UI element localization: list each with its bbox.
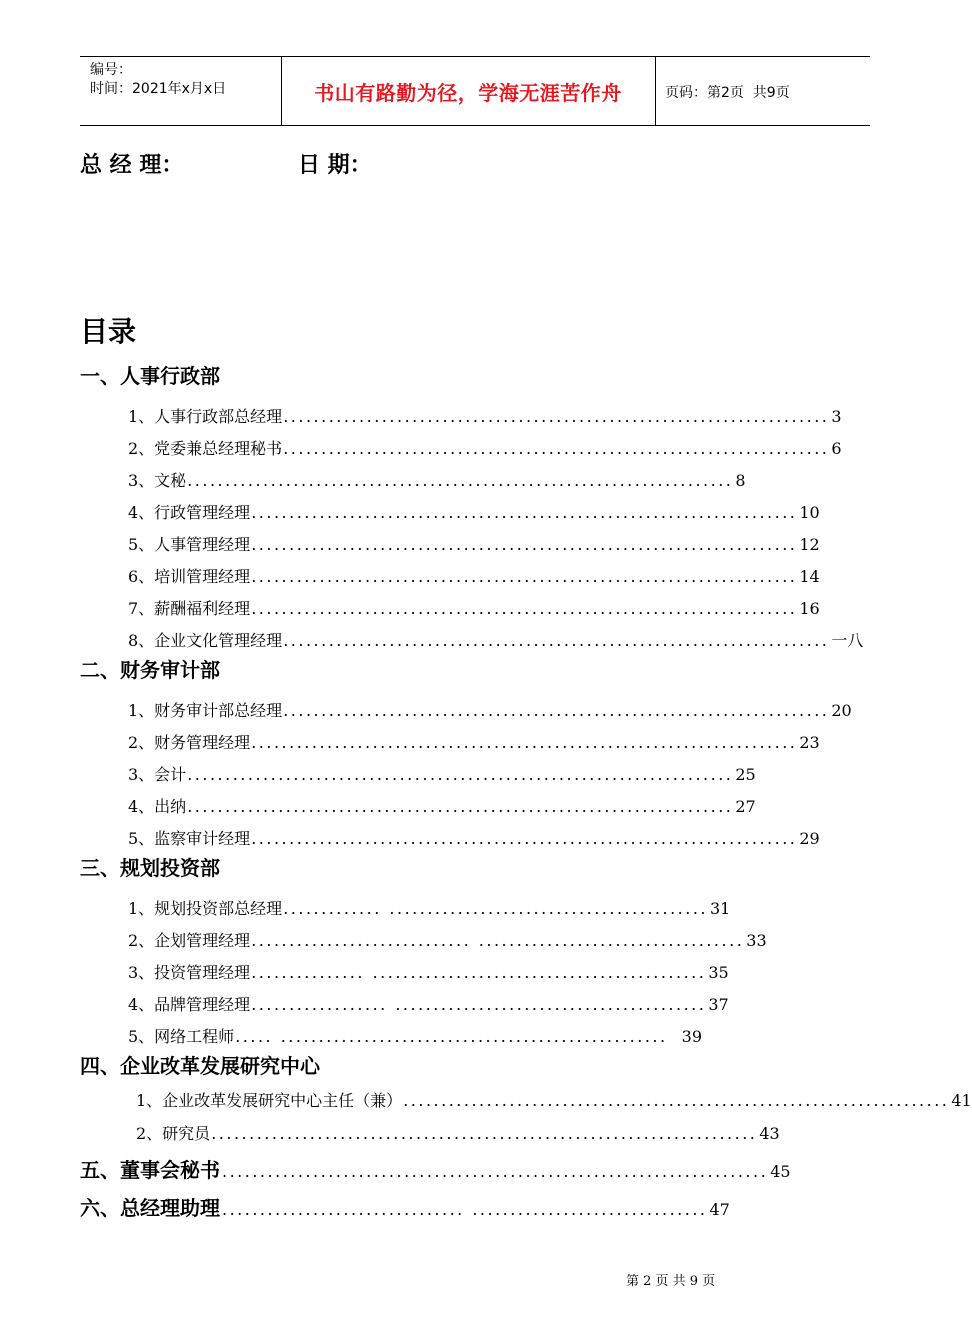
toc-leader-dots: ........................................................................ [403, 1091, 950, 1110]
toc-leader-dots: ............. .......................................... [283, 899, 708, 918]
toc-section-heading: 六、总经理助理 [80, 1196, 220, 1220]
toc-leader-dots: ........................................................................ [251, 567, 798, 586]
toc-section-line[interactable] [80, 1192, 730, 1220]
toc-leader-dots: ........................................................................ [251, 829, 798, 848]
toc-entry-page: 35 [708, 963, 729, 982]
toc-entry-label: 4、行政管理经理 [128, 503, 251, 522]
toc-entry-page: 27 [735, 797, 756, 816]
date-label: 日 期： [298, 153, 372, 178]
toc-leader-dots: ................................ ............................... [222, 1200, 708, 1219]
toc-entry-page: 10 [799, 503, 820, 522]
toc-entry[interactable] [128, 1024, 702, 1048]
toc-entry-label: 1、人事行政部总经理 [128, 407, 283, 426]
toc-entry-page: 3 [831, 407, 842, 426]
toc-entry[interactable] [128, 404, 842, 428]
toc-leader-dots: ........................................................................ [187, 471, 734, 490]
number-label: 编号： [90, 62, 132, 78]
toc-entry-label: 5、监察审计经理 [128, 829, 251, 848]
toc-entry-label: 5、人事管理经理 [128, 535, 251, 554]
toc-entry[interactable] [128, 730, 820, 754]
toc-leader-dots: ..... ................................................... [235, 1027, 668, 1046]
toc-entry-label: 4、品牌管理经理 [128, 995, 251, 1014]
toc-entry-page: 16 [799, 599, 820, 618]
toc-entry[interactable] [128, 896, 731, 920]
toc-entry-label: 3、文秘 [128, 471, 187, 490]
header-divider [655, 57, 656, 125]
toc-entry[interactable] [128, 564, 820, 588]
toc-entry[interactable] [128, 436, 842, 460]
toc-entry-label: 8、企业文化管理经理 [128, 631, 283, 650]
toc-section-heading: 五、董事会秘书 [80, 1158, 220, 1182]
toc-entry-label: 1、财务审计部总经理 [128, 701, 283, 720]
toc-entry-label: 3、会计 [128, 765, 187, 784]
toc-entry-page: 39 [681, 1027, 702, 1046]
toc-section-heading: 四、企业改革发展研究中心 [80, 1054, 320, 1078]
toc-entry[interactable] [128, 928, 767, 952]
toc-entry-page: 23 [799, 733, 820, 752]
toc-entry[interactable] [128, 960, 729, 984]
toc-leader-dots: ........................................................................ [283, 701, 830, 720]
header-meta [90, 61, 226, 99]
page-footer: 第 2 页 共 9 页 [626, 1274, 716, 1289]
toc-entry[interactable] [128, 500, 820, 524]
time-label: 时间：2021年x月x日 [90, 81, 227, 97]
toc-entry[interactable] [128, 596, 820, 620]
toc-leader-dots: ........................................................................ [222, 1162, 769, 1181]
toc-leader-dots: ........................................................................ [283, 439, 830, 458]
toc-entry[interactable] [128, 628, 864, 652]
toc-entry-label: 2、党委兼总经理秘书 [128, 439, 283, 458]
toc-leader-dots: ........................................................................ [187, 797, 734, 816]
toc-entry-page: 45 [770, 1162, 791, 1181]
toc-entry-label: 1、企业改革发展研究中心主任（兼） [136, 1091, 403, 1110]
toc-title: 目录 [80, 315, 137, 348]
toc-entry[interactable] [128, 992, 729, 1016]
gm-signature-label: 总 经 理： [80, 153, 184, 178]
toc-entry[interactable] [128, 698, 852, 722]
toc-entry-page: 20 [831, 701, 852, 720]
toc-leader-dots: ............................. ................................... [251, 931, 745, 950]
toc-section-line[interactable] [80, 1154, 791, 1182]
header-motto: 书山有路勤为径，学海无涯苦作舟 [314, 80, 622, 105]
toc-leader-dots: ............... ............................................ [251, 963, 707, 982]
toc-leader-dots: .................. ......................................... [251, 995, 707, 1014]
toc-entry-page: 47 [709, 1200, 730, 1219]
toc-entry-page: 37 [708, 995, 729, 1014]
toc-entry-page: 41 [951, 1091, 972, 1110]
toc-entry-label: 2、财务管理经理 [128, 733, 251, 752]
toc-entry-page: 33 [746, 931, 767, 950]
toc-entry-label: 5、网络工程师 [128, 1027, 235, 1046]
toc-entry-label: 3、投资管理经理 [128, 963, 251, 982]
toc-leader-dots: ........................................................................ [283, 407, 830, 426]
toc-entry[interactable] [128, 468, 746, 492]
toc-entry-label: 2、研究员 [136, 1124, 211, 1143]
toc-leader-dots: ........................................................................ [251, 733, 798, 752]
toc-entry[interactable] [128, 532, 820, 556]
toc-entry[interactable] [136, 1121, 780, 1145]
toc-entry-page: 8 [735, 471, 746, 490]
toc-entry-label: 2、企划管理经理 [128, 931, 251, 950]
toc-leader-dots: ........................................................................ [211, 1124, 758, 1143]
toc-entry-page: 31 [710, 899, 731, 918]
toc-entry-page: 14 [799, 567, 820, 586]
toc-entry-page: 6 [831, 439, 842, 458]
toc-entry-label: 6、培训管理经理 [128, 567, 251, 586]
toc-section-heading: 一、人事行政部 [80, 364, 220, 388]
toc-entry-label: 1、规划投资部总经理 [128, 899, 283, 918]
toc-entry-page: 一八 [831, 631, 864, 650]
toc-entry[interactable] [128, 762, 756, 786]
toc-entry[interactable] [128, 794, 756, 818]
toc-entry-label: 7、薪酬福利经理 [128, 599, 251, 618]
toc-entry-page: 29 [799, 829, 820, 848]
toc-entry[interactable] [128, 826, 820, 850]
toc-leader-dots: ........................................................................ [251, 503, 798, 522]
toc-entry-page: 25 [735, 765, 756, 784]
toc-entry[interactable] [136, 1088, 972, 1112]
header-page-code: 页码：第2页 共9页 [665, 85, 790, 101]
toc-leader-dots: ........................................................................ [283, 631, 830, 650]
toc-entry-page: 43 [759, 1124, 780, 1143]
toc-leader-dots: ........................................................................ [251, 535, 798, 554]
page-header [80, 56, 870, 126]
toc-section-heading: 三、规划投资部 [80, 856, 220, 880]
toc-leader-dots: ........................................................................ [251, 599, 798, 618]
toc-section-heading: 二、财务审计部 [80, 658, 220, 682]
toc-entry-page: 12 [799, 535, 820, 554]
toc-leader-dots: ........................................................................ [187, 765, 734, 784]
toc-entry-label: 4、出纳 [128, 797, 187, 816]
